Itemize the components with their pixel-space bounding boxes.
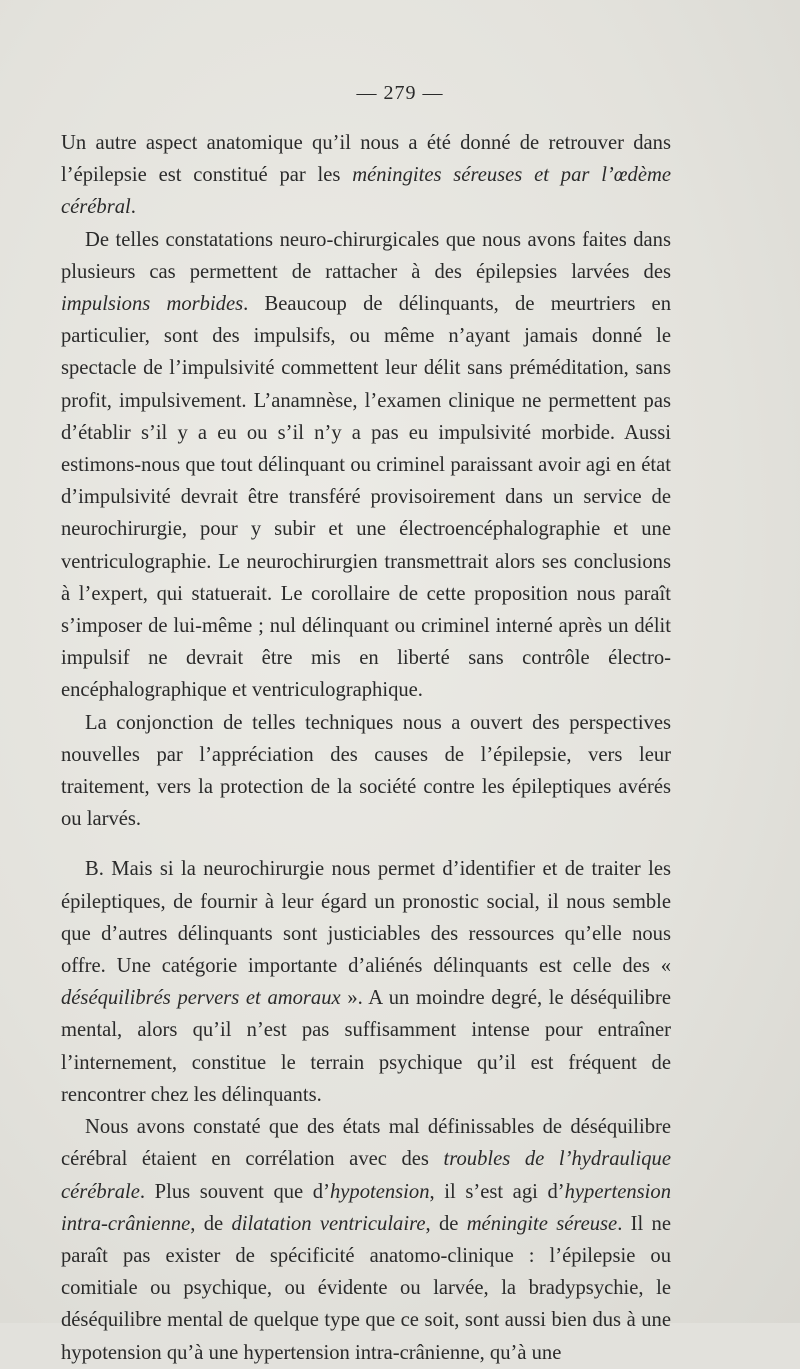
- text-run: . Plus souvent que d’: [139, 1180, 330, 1203]
- paragraph-5: [61, 1111, 671, 1369]
- italic-text-run: hypertension intra-crânienne: [61, 1180, 672, 1235]
- italic-text-run: impulsions morbides: [61, 293, 244, 316]
- paragraph-4: [61, 853, 671, 1111]
- text-run: , il s’est agi d’: [429, 1180, 565, 1203]
- text-run: La conjonction de telles techniques nous a ouvert des perspectives nouvelles par l’appréciation des causes de l’épilepsie, vers leur traitement, vers la protection de la société contre les épileptiques avérés ou larvés.: [61, 711, 671, 831]
- text-run: Un autre aspect anatomique qu’il nous a été donné de retrouver dans l’épilepsie est constitué par les: [61, 132, 671, 187]
- italic-text-run: dilatation ventriculaire: [231, 1212, 426, 1235]
- text-run: . Il ne paraît pas exister de spécificité anatomo-clinique : l’épilepsie ou comitiale ou psychique, ou évidente ou larvée, la bradypsychie, le déséquilibre mental de quelque type que ce soit, sont aussi bien dus à une hypotension qu’à une hypertension intra-crânienne, qu’à une: [61, 1212, 671, 1364]
- text-run: , de: [190, 1212, 232, 1235]
- text-run: B. Mais si la neurochirurgie nous permet d’identifier et de traiter les épileptiques, de fournir à leur égard un pronostic social, il nous semble que d’autres délinquants sont justiciables des ressources qu’elle nous offre. Une catégorie importante d’aliénés délinquants est celle des «: [61, 858, 671, 978]
- text-run: . Beaucoup de délinquants, de meurtriers en particulier, sont des impulsifs, ou même n’ayant jamais donné le spectacle de l’impulsivité commettent leur délit sans préméditation, sans profit, impulsivement. L’anamnèse, l’examen clinique ne permettent pas d’établir s’il y a eu ou s’il n’y a pas eu impulsivité morbide. Aussi estimons-nous que tout délinquant ou criminel paraissant avoir agi en état d’impulsivité devrait être transféré provisoirement dans un service de neurochirurgie, pour y subir et une électroencéphalographie et une ventriculographie. Le neurochirurgien transmettrait alors ses conclusions à l’expert, qui statuerait. Le corollaire de cette proposition nous paraît s’imposer de lui-même ; nul délinquant ou criminel interné après un délit impulsif ne devrait être mis en liberté sans contrôle électro-encéphalographique et ventriculographique.: [61, 293, 671, 702]
- italic-text-run: méningites séreuses et par l’œdème cérébral: [61, 164, 671, 219]
- text-run: , de: [425, 1212, 467, 1235]
- italic-text-run: hypotension: [329, 1180, 430, 1203]
- text-run: Nous avons constaté que des états mal définissables de déséquilibre cérébral étaient en corrélation avec des: [61, 1116, 671, 1171]
- italic-text-run: troubles de l’hydraulique cérébrale: [61, 1148, 671, 1203]
- body-text: [61, 127, 671, 1369]
- paragraph-2: [61, 224, 671, 707]
- text-run: De telles constatations neuro-chirurgicales que nous avons faites dans plusieurs cas permettent de rattacher à des épilepsies larvées des: [61, 228, 671, 283]
- italic-text-run: déséquilibrés pervers et amoraux: [61, 987, 341, 1010]
- page-number: — 279 —: [356, 82, 444, 104]
- paragraph-3: [61, 707, 671, 836]
- italic-text-run: méningite séreuse: [466, 1212, 618, 1235]
- text-run: .: [130, 196, 136, 219]
- text-run: ». A un moindre degré, le déséquilibre mental, alors qu’il n’est pas suffisamment intense pour entraîner l’internement, constitue le terrain psychique qu’il est fréquent de rencontrer chez les délinquants.: [61, 987, 671, 1106]
- paragraph-1: [61, 127, 671, 224]
